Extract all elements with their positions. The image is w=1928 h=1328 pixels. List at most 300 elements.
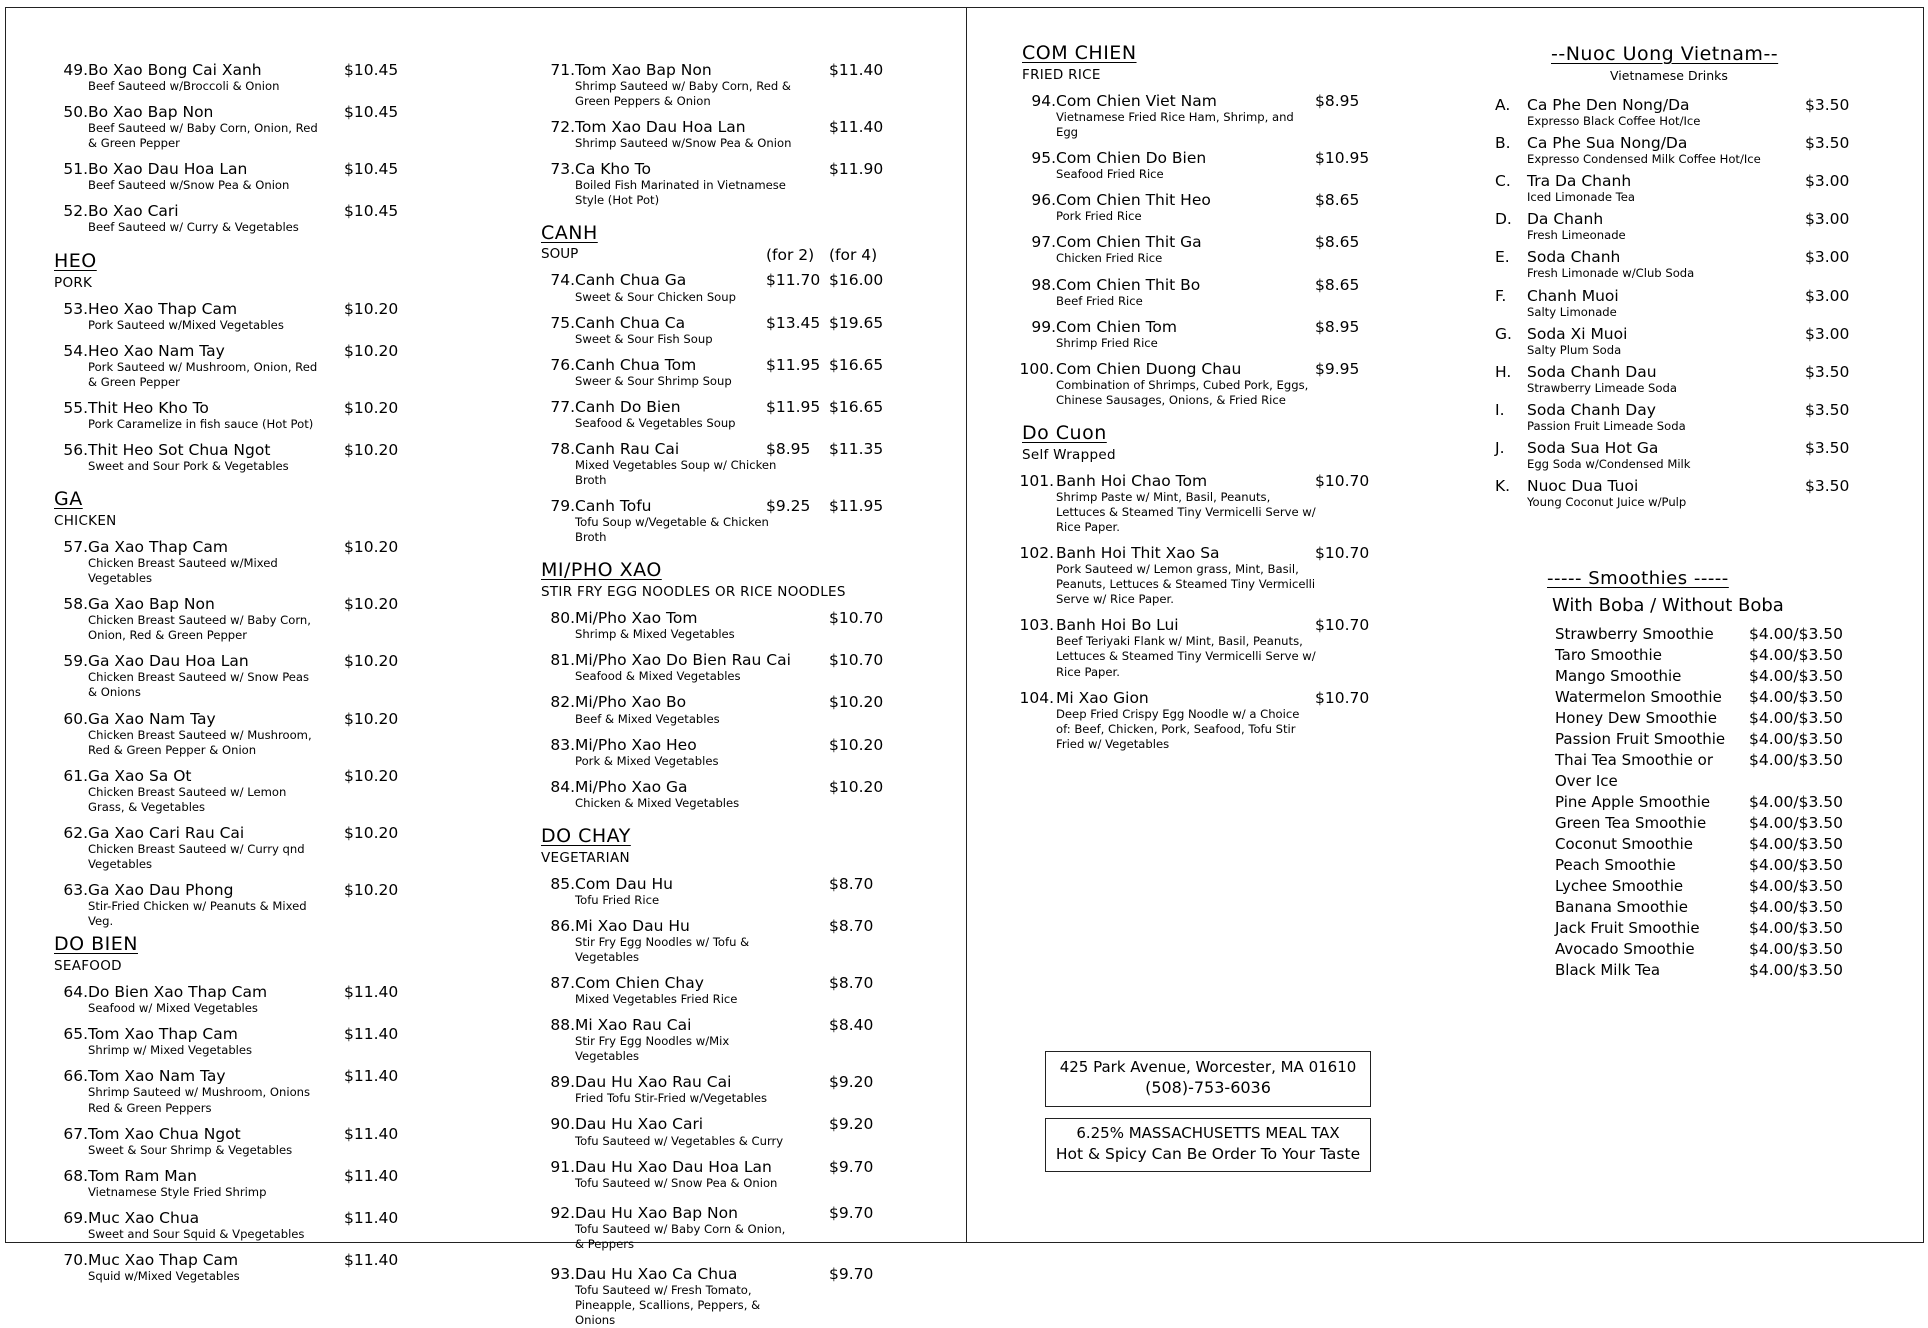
menu-column-1 [54,52,399,1284]
smoothie-item [1555,666,1867,687]
item-number: 71. [550,61,575,79]
item-description: Pork Fried Rice [1056,209,1142,224]
item-name: Tom Xao Thap Cam [88,1025,238,1044]
item-number: 62. [63,823,88,842]
item-number: 66. [63,1067,88,1086]
item-number: 60. [63,709,88,728]
menu-item [54,398,399,432]
drink-description: Iced Limonade Tea [1527,190,1636,205]
drink-letter: J. [1495,438,1505,457]
drink-name: Nuoc Dua Tuoi [1527,477,1639,496]
drink-description: Fresh Limonade w/Club Soda [1527,266,1695,281]
menu-item [54,61,399,94]
drinks-section [1495,43,1895,510]
menu-item [1022,92,1360,140]
address-box [1045,1051,1371,1107]
item-name: Canh Tofu [575,497,652,516]
item-price: $10.45 [344,160,399,179]
menu-item [541,1266,941,1328]
item-description: Tofu Soup w/Vegetable & Chicken Broth [575,515,769,545]
item-name: Heo Xao Nam Tay [88,341,225,360]
menu-left-panel [5,7,967,1328]
item-price: $8.65 [1315,191,1360,210]
menu-item [541,610,941,642]
drink-price: $3.50 [1805,362,1850,381]
item-description: Pork Caramelize in fish sauce (Hot Pot) [88,416,314,431]
drink-item [1495,326,1895,358]
item-price: $10.20 [344,538,399,556]
drink-letter: C. [1495,172,1511,191]
item-description: Tofu Sauteed w/ Fresh Tomato, Pineapple, Scallions, Peppers, & Onions [575,1282,761,1328]
item-description: Shrimp w/ Mixed Vegetables [88,1043,253,1058]
menu-item [1022,275,1360,309]
address-line: 425 Park Avenue, Worcester, MA 01610 [1059,1058,1357,1076]
item-description: Beef Sauteed w/ Baby Corn, Onion, Red & Green Pepper [88,121,318,151]
item-name: Com Chien Chay [575,974,704,993]
item-description: Shrimp Fried Rice [1056,335,1158,350]
drink-item [1495,478,1895,510]
item-name: Ga Xao Sa Ot [88,766,192,785]
smoothie-name: Lychee Smoothie [1555,877,1684,895]
section-title: MI/PHO XAO [541,559,662,582]
item-number: 50. [63,103,88,122]
item-price: $10.20 [344,652,399,671]
item-name: Tom Xao Chua Ngot [88,1124,241,1143]
smoothie-price: $4.00/$3.50 [1749,688,1843,706]
item-description: Boiled Fish Marinated in Vietnamese Style (Hot Pot) [575,178,786,208]
item-description: Pork & Mixed Vegetables [575,753,719,768]
item-price: $10.20 [344,823,399,842]
menu-item [1019,616,1370,679]
menu-item [541,1017,941,1064]
smoothie-price: $4.00/$3.50 [1749,625,1843,643]
menu-section-header [541,222,941,265]
item-name: Mi/Pho Xao Do Bien Rau Cai [575,651,791,670]
item-name: Mi Xao Gion [1056,688,1149,707]
phone-number: (508)-753-6036 [1145,1077,1271,1097]
menu-item [541,62,941,109]
menu-item [54,1025,399,1058]
smoothie-item [1555,624,1867,645]
menu-item [54,538,399,586]
item-price: $8.95 [1315,92,1360,110]
item-description: Beef Sauteed w/Broccoli & Onion [88,79,280,94]
drink-description: Expresso Black Coffee Hot/Ice [1527,114,1701,129]
drink-price: $3.00 [1805,324,1850,343]
menu-section-header [1022,422,1352,463]
smoothies-title: ----- Smoothies ----- [1547,568,1729,589]
item-name: Dau Hu Xao Ca Chua [575,1264,738,1283]
section-title: GA [54,488,83,510]
drink-letter: D. [1495,210,1512,229]
item-price: $10.20 [344,398,399,417]
menu-item [541,357,941,389]
tax-box [1045,1118,1371,1172]
smoothie-item [1555,834,1867,855]
item-name: Dau Hu Xao Rau Cai [575,1073,732,1092]
drink-name: Ca Phe Den Nong/Da [1527,96,1690,114]
item-number: 82. [550,693,575,712]
item-price-large: $19.65 [829,313,884,332]
item-name: Thit Heo Sot Chua Ngot [88,440,271,459]
drink-letter: G. [1495,324,1512,343]
drinks-subtitle: Vietnamese Drinks [1610,68,1728,83]
menu-item [54,1166,399,1200]
drink-price: $3.00 [1805,248,1850,267]
drink-item [1495,173,1895,205]
item-number: 100. [1019,359,1054,378]
item-number: 49. [63,61,88,79]
menu-item [1019,471,1370,535]
menu-item [1022,149,1370,182]
item-name: Muc Xao Chua [88,1208,200,1227]
item-name: Com Chien Do Bien [1056,149,1207,168]
item-name: Com Chien Thit Bo [1056,275,1201,294]
item-price: $10.20 [829,693,884,712]
smoothie-name: Black Milk Tea [1555,961,1661,979]
menu-item [54,983,399,1016]
item-name: Ga Xao Cari Rau Cai [88,823,245,842]
menu-item [541,1205,941,1252]
item-description: Tofu Sauteed w/ Snow Pea & Onion [575,1175,778,1190]
drink-price: $3.50 [1805,477,1850,496]
item-description: Chicken Breast Sauteed w/ Mushroom, Red & Green Pepper & Onion [88,727,312,757]
item-description: Stir Fry Egg Noodles w/Mix Vegetables [575,1034,730,1064]
item-number: 85. [550,874,575,893]
section-subtitle: VEGETARIAN [541,849,630,866]
smoothie-name: Honey Dew Smoothie [1555,709,1717,727]
smoothie-item [1555,645,1867,666]
section-subtitle: PORK [54,274,93,291]
drink-letter: B. [1495,134,1511,153]
drink-price: $3.50 [1805,134,1850,153]
item-number: 95. [1031,149,1056,168]
item-price: $10.45 [344,61,399,79]
menu-section-header [54,933,394,974]
item-price-large: $11.95 [829,497,884,516]
item-number: 87. [550,974,575,993]
item-price-large: $11.35 [829,439,884,458]
item-name: Mi Xao Rau Cai [575,1016,692,1035]
item-description: Beef Sauteed w/ Curry & Vegetables [88,220,299,235]
item-price: $10.20 [344,299,399,318]
item-description: Combination of Shrimps, Cubed Pork, Eggs, Chinese Sausages, Onions, & Fried Rice [1056,377,1309,407]
menu-item [54,1067,399,1115]
spicy-notice: Hot & Spicy Can Be Order To Your Taste [1055,1144,1361,1163]
menu-item [541,161,941,208]
drink-name: Soda Chanh Day [1527,400,1656,419]
menu-item [541,918,941,965]
section-title: COM CHIEN [1022,42,1137,64]
item-price: $8.70 [829,916,874,935]
drink-price: $3.00 [1805,286,1850,305]
menu-item [1022,233,1360,266]
item-price: $10.20 [344,440,399,459]
smoothie-name: Banana Smoothie [1555,898,1688,916]
item-number: 75. [550,313,575,332]
item-description: Squid w/Mixed Vegetables [88,1268,240,1283]
item-number: 76. [550,355,575,374]
item-number: 59. [63,652,88,671]
drink-price: $3.00 [1805,210,1850,229]
menu-item [541,652,941,684]
drink-description: Salty Plum Soda [1527,342,1622,357]
item-name: Com Chien Tom [1056,317,1177,336]
item-price: $11.40 [344,1208,399,1227]
item-description: Seafood Fried Rice [1056,167,1164,182]
item-name: Thit Heo Kho To [88,398,209,417]
drink-name: Da Chanh [1527,210,1604,229]
item-description: Beef Sauteed w/Snow Pea & Onion [88,178,290,193]
drink-list [1495,97,1895,510]
drink-name: Soda Chanh Dau [1527,362,1657,381]
item-description: Chicken Breast Sauteed w/ Snow Peas & Onions [88,670,310,700]
item-number: 57. [63,538,88,556]
smoothie-name: Watermelon Smoothie [1555,688,1722,706]
menu-item [541,975,941,1007]
item-price: $10.70 [1315,544,1370,563]
item-description: Beef Teriyaki Flank w/ Mint, Basil, Peanuts, Lettuces & Steamed Tiny Vermicelli Serve w/ Rice Paper. [1056,634,1316,679]
drink-item [1495,364,1895,396]
item-price: $9.70 [829,1203,874,1222]
item-name: Com Dau Hu [575,874,673,893]
item-description: Chicken Breast Sauteed w/Mixed Vegetables [88,556,278,586]
item-price: $10.20 [829,735,884,754]
menu-item [541,441,941,488]
item-price: $11.40 [344,1025,399,1044]
item-number: 94. [1031,92,1056,110]
item-price: $8.65 [1315,275,1360,294]
smoothie-item [1555,876,1867,897]
smoothie-item [1555,813,1867,834]
smoothie-list [1555,624,1867,981]
menu-item [541,399,941,431]
drink-letter: H. [1495,362,1512,381]
item-name: Tom Xao Bap Non [575,61,712,79]
drink-description: Young Coconut Juice w/Pulp [1527,495,1687,510]
item-description: Shrimp Paste w/ Mint, Basil, Peanuts, Lettuces & Steamed Tiny Vermicelli Serve w/ Rice Paper. [1056,489,1316,535]
item-description: Vietnamese Style Fried Shrimp [88,1184,267,1199]
smoothie-name: Mango Smoothie [1555,667,1682,685]
smoothie-item [1555,939,1867,960]
smoothie-name: Passion Fruit Smoothie [1555,730,1726,748]
item-number: 67. [63,1124,88,1143]
section-subtitle: Self Wrapped [1022,446,1116,463]
item-price: $8.70 [829,974,874,993]
item-description: Shrimp Sauteed w/ Mushroom, Onions Red & Green Peppers [88,1085,311,1115]
item-number: 52. [63,202,88,221]
item-description: Vietnamese Fried Rice Ham, Shrimp, and Egg [1056,110,1294,140]
item-name: Dau Hu Xao Dau Hoa Lan [575,1157,772,1176]
item-price: $10.20 [344,709,399,728]
item-description: Beef & Mixed Vegetables [575,711,720,726]
item-name: Ca Kho To [575,160,651,179]
item-name: Ga Xao Thap Cam [88,538,228,556]
item-price: $11.40 [344,1166,399,1185]
drink-description: Fresh Limeonade [1527,228,1626,243]
item-name: Canh Chua Tom [575,355,697,374]
item-description: Sweer & Sour Shrimp Soup [575,373,732,388]
item-number: 90. [550,1115,575,1134]
item-name: Com Chien Duong Chau [1056,359,1242,378]
drink-price: $3.50 [1805,438,1850,457]
item-name: Do Bien Xao Thap Cam [88,983,268,1002]
item-price: $9.20 [829,1115,874,1134]
drink-item [1495,440,1895,472]
drink-letter: E. [1495,248,1510,267]
item-price: $10.45 [344,202,399,221]
item-name: Com Chien Viet Nam [1056,92,1217,110]
item-description: Mixed Vegetables Soup w/ Chicken Broth [575,457,777,487]
section-subtitle: CHICKEN [54,513,117,529]
smoothie-price: $4.00/$3.50 [1749,646,1843,664]
item-name: Mi/Pho Xao Heo [575,735,697,754]
item-price: $11.40 [829,61,884,79]
item-number: 88. [550,1016,575,1035]
menu-section-header [54,488,394,529]
item-price-large: $16.65 [829,397,884,416]
item-name: Ga Xao Nam Tay [88,709,216,728]
drink-price: $3.50 [1805,96,1850,114]
menu-section-header [54,250,394,291]
item-price: $8.70 [829,874,874,893]
menu-item [54,881,399,929]
item-description: Chicken Breast Sauteed w/ Curry qnd Vegetables [88,841,305,871]
drink-item [1495,402,1895,434]
item-price: $10.70 [1315,688,1370,707]
item-number: 104. [1019,688,1054,707]
item-number: 61. [63,766,88,785]
menu-item [54,103,399,151]
item-number: 101. [1019,471,1054,490]
section-title: DO CHAY [541,824,631,847]
item-price: $10.70 [1315,616,1370,635]
smoothie-name-continued: Over Ice [1555,772,1618,790]
item-number: 80. [550,609,575,628]
item-description: Chicken & Mixed Vegetables [575,795,740,810]
item-number: 102. [1019,544,1054,563]
item-number: 97. [1031,233,1056,252]
menu-column-3 [1019,42,1370,752]
menu-item [541,1116,941,1148]
smoothie-name: Avocado Smoothie [1555,940,1695,958]
item-name: Mi/Pho Xao Tom [575,609,698,628]
item-price: $10.20 [344,881,399,900]
section-title: CANH [541,222,598,245]
smoothie-price: $4.00/$3.50 [1749,856,1843,874]
item-name: Com Chien Thit Heo [1056,191,1211,210]
item-price: $9.25 [766,497,811,516]
item-name: Bo Xao Dau Hoa Lan [88,160,248,179]
item-description: Shrimp & Mixed Vegetables [575,627,735,642]
smoothie-item [1555,897,1867,918]
item-name: Ga Xao Dau Hoa Lan [88,652,249,671]
menu-item [54,709,399,758]
item-price: $11.90 [829,160,884,179]
item-price: $10.95 [1315,149,1370,168]
item-number: 93. [550,1264,575,1283]
item-number: 73. [550,160,575,179]
drink-item [1495,97,1895,129]
item-number: 78. [550,439,575,458]
drink-letter: I. [1495,400,1505,419]
smoothie-price: $4.00/$3.50 [1749,730,1843,748]
item-price: $11.40 [829,118,884,137]
item-number: 92. [550,1203,575,1222]
item-description: Chicken Breast Sauteed w/ Baby Corn, Onion, Red & Green Pepper [88,613,311,643]
smoothie-price: $4.00/$3.50 [1749,667,1843,685]
smoothie-price: $4.00/$3.50 [1749,898,1843,916]
item-price: $10.20 [344,341,399,360]
item-name: Mi/Pho Xao Bo [575,693,687,712]
section-subtitle: SOUP [541,246,579,263]
smoothie-price: $4.00/$3.50 [1749,793,1843,811]
item-price: $11.40 [344,983,399,1002]
menu-item [541,272,941,304]
menu-item [54,766,399,815]
drink-name: Ca Phe Sua Nong/Da [1527,134,1688,153]
item-price: $11.70 [766,271,821,290]
item-number: 98. [1031,275,1056,294]
menu-column-2 [541,52,941,1328]
drink-item [1495,249,1895,281]
serving-size-2-label: (for 2) [766,246,815,265]
smoothie-name: Jack Fruit Smoothie [1555,919,1700,937]
item-description: Shrimp Sauteed w/Snow Pea & Onion [575,136,792,151]
drink-name: Soda Xi Muoi [1527,324,1628,343]
item-description: Seafood & Mixed Vegetables [575,669,741,684]
item-number: 65. [63,1025,88,1044]
menu-item [54,299,399,333]
drink-letter: K. [1495,477,1511,496]
item-description: Seafood & Vegetables Soup [575,415,736,430]
drink-price: $3.50 [1805,400,1850,419]
item-price: $8.40 [829,1016,874,1035]
drinks-title: --Nuoc Uong Vietnam-- [1551,43,1779,65]
item-description: Sweet and Sour Pork & Vegetables [88,458,289,473]
item-number: 70. [63,1250,88,1269]
item-number: 72. [550,118,575,137]
item-price: $11.95 [766,397,821,416]
item-description: Deep Fried Crispy Egg Noodle w/ a Choice of: Beef, Chicken, Pork, Seafood, Tofu Stir Fried w/ Vegetables [1056,706,1300,751]
smoothie-name: Strawberry Smoothie [1555,625,1714,643]
item-name: Tom Ram Man [88,1166,197,1185]
item-number: 99. [1031,317,1056,336]
smoothie-item [1555,729,1867,750]
menu-item [541,876,941,908]
menu-section-header [1022,42,1352,83]
menu-item [1022,317,1360,351]
item-name: Com Chien Thit Ga [1056,233,1202,252]
item-description: Fried Tofu Stir-Fried w/Vegetables [575,1091,768,1106]
smoothie-item [1555,708,1867,729]
item-description: Chicken Fried Rice [1056,251,1163,266]
item-number: 56. [63,440,88,459]
menu-item [1019,688,1370,752]
menu-item [541,779,941,811]
item-name: Bo Xao Cari [88,202,179,221]
item-number: 91. [550,1157,575,1176]
section-subtitle: FRIED RICE [1022,67,1101,83]
item-price: $9.20 [829,1073,874,1092]
item-number: 54. [63,341,88,360]
item-name: Canh Do Bien [575,397,681,416]
section-title: DO BIEN [54,933,138,956]
menu-item [54,202,399,235]
section-subtitle: SEAFOOD [54,958,122,975]
item-price: $10.70 [829,651,884,670]
drink-description: Salty Limonade [1527,304,1617,319]
